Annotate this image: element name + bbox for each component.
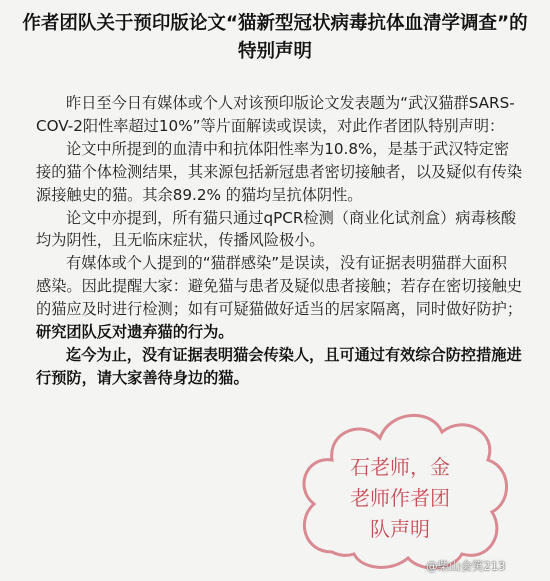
document-title: [22, 10, 528, 66]
paragraph-5: [36, 344, 522, 390]
title-line-2: 特别声明: [237, 41, 312, 62]
stamp-text: [305, 452, 495, 545]
paragraph-3-text: 论文中亦提到，所有猫只通过qPCR检测（商业化试剂盒）病毒核酸均为阴性，且无临床症状，传播风险极小。: [36, 208, 517, 250]
weibo-watermark: @柴山会笑213: [426, 559, 506, 573]
paragraph-2-text: 论文中所提到的血清中和抗体阳性率为10.8%，是基于武汉特定密接的猫个体检测结果，其来源包括新冠患者密切接触者，以及疑似有传染源接触史的猫。其余89.2% 的猫均呈抗体阴性。: [36, 139, 522, 204]
paragraph-4: [36, 252, 522, 344]
paragraph-1-text: 昨日至今日有媒体或个人对该预印版论文发表题为“武汉猫群SARS-COV-2阳性率超过10%”等片面解读或误读，对此作者团队特别声明：: [36, 94, 515, 135]
paragraph-5-bold: 迄今为止，没有证据表明猫会传染人，且可通过有效综合防控措施进行预防，请大家善待身边的猫。: [36, 345, 522, 387]
paragraph-4-text: 有媒体或个人提到的“猫群感染”是误读，没有证据表明猫群大面积感染。因此提醒大家：避免猫与患者及疑似患者接触；若存在密切接触史的猫应及时进行检测；如有可疑猫做好适当的居家隔离，同时做好防护；: [36, 254, 522, 319]
paragraph-1: [36, 92, 522, 138]
paragraph-2: [36, 138, 522, 207]
paragraph-4-bold: 研究团队反对遗弃猫的行为。: [36, 323, 234, 342]
stamp-line-3: 队声明: [370, 517, 430, 541]
title-line-1: 作者团队关于预印版论文“猫新型冠状病毒抗体血清学调查”的: [22, 13, 528, 34]
stamp-line-1: 石老师，金: [350, 455, 450, 479]
document-body: [36, 92, 522, 390]
stamp-line-2: 老师作者团: [350, 486, 450, 510]
paragraph-3: [36, 207, 522, 253]
